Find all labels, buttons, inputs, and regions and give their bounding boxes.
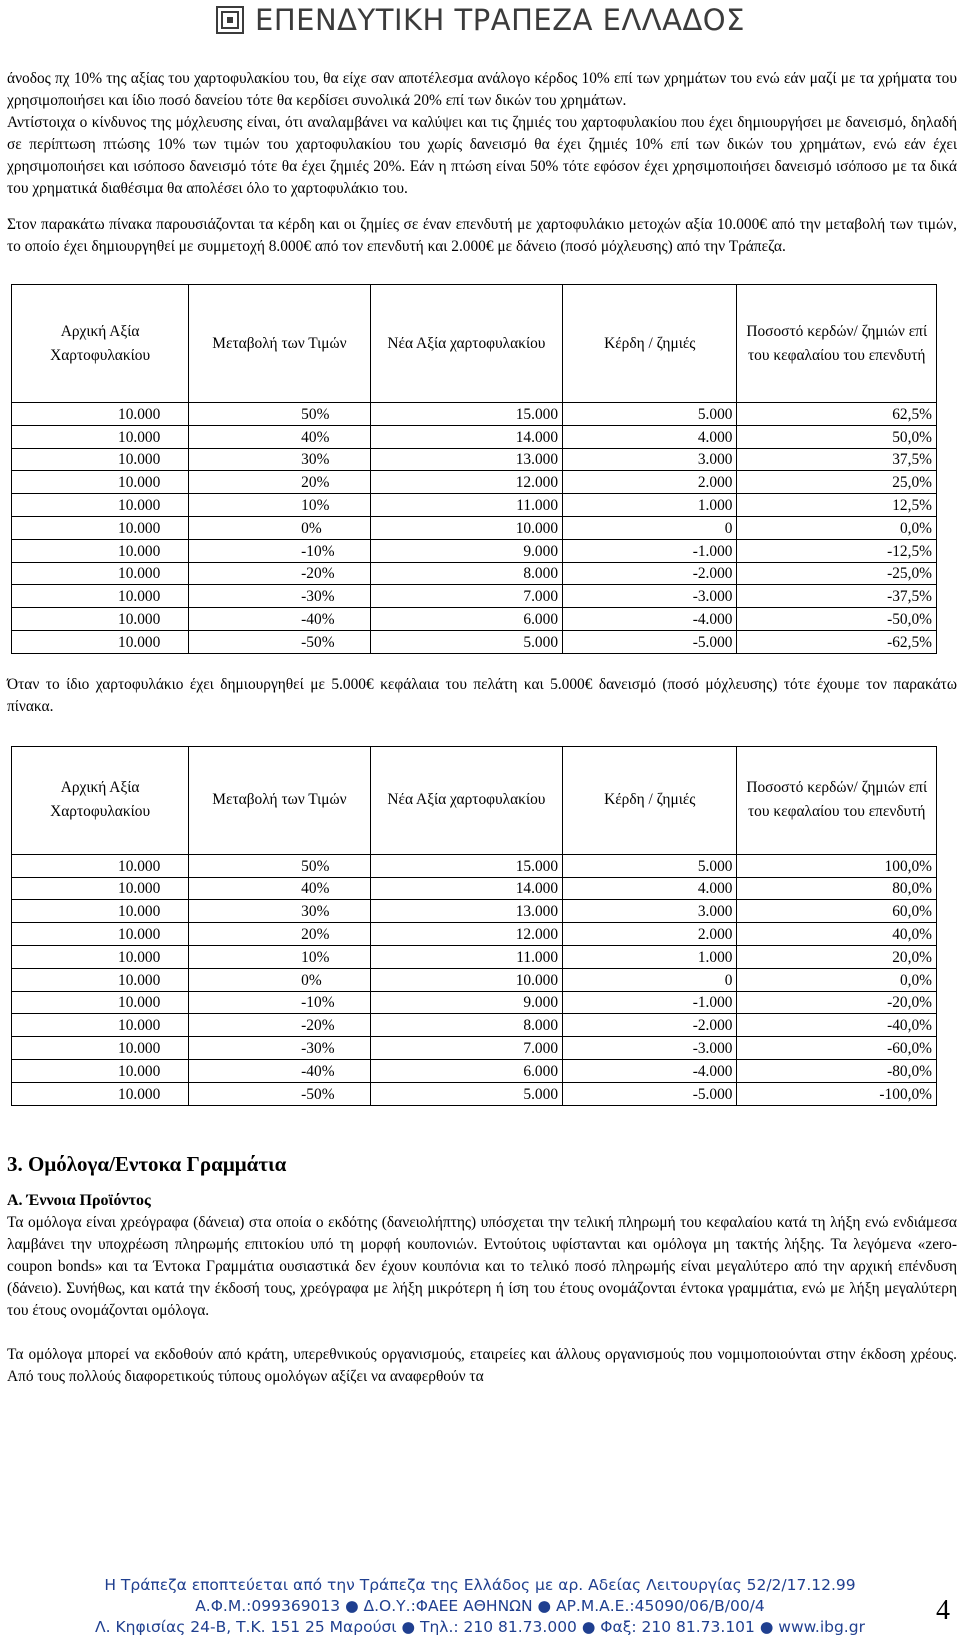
cell-profit-loss: -4.000 (563, 608, 737, 631)
cell-price-change: 30% (189, 448, 371, 471)
cell-return-percent: -25,0% (737, 562, 937, 585)
cell-profit-loss: 3.000 (563, 900, 737, 923)
cell-initial-value: 10.000 (12, 425, 189, 448)
cell-profit-loss: 4.000 (563, 425, 737, 448)
cell-initial-value: 10.000 (12, 608, 189, 631)
cell-new-value: 5.000 (370, 630, 562, 653)
cell-price-change: 50% (189, 854, 371, 877)
page-footer (0, 1575, 960, 1638)
cell-initial-value: 10.000 (12, 945, 189, 968)
cell-new-value: 7.000 (370, 585, 562, 608)
bank-logo-icon (215, 5, 245, 35)
cell-initial-value: 10.000 (12, 1082, 189, 1105)
cell-return-percent: 60,0% (737, 900, 937, 923)
cell-new-value: 8.000 (370, 562, 562, 585)
cell-new-value: 11.000 (370, 945, 562, 968)
cell-profit-loss: -5.000 (563, 1082, 737, 1105)
cell-initial-value: 10.000 (12, 539, 189, 562)
cell-return-percent: 20,0% (737, 945, 937, 968)
section-heading: 3. Ομόλογα/Εντοκα Γραμμάτια (7, 1151, 287, 1176)
cell-initial-value: 10.000 (12, 585, 189, 608)
cell-price-change: -50% (189, 1082, 371, 1105)
cell-initial-value: 10.000 (12, 991, 189, 1014)
page-number: 4 (936, 1595, 950, 1626)
cell-initial-value: 10.000 (12, 1014, 189, 1037)
cell-return-percent: -37,5% (737, 585, 937, 608)
cell-initial-value: 10.000 (12, 1037, 189, 1060)
cell-price-change: -30% (189, 1037, 371, 1060)
cell-price-change: 10% (189, 494, 371, 517)
cell-profit-loss: -2.000 (563, 1014, 737, 1037)
cell-return-percent: 12,5% (737, 494, 937, 517)
cell-price-change: 40% (189, 425, 371, 448)
cell-new-value: 8.000 (370, 1014, 562, 1037)
cell-new-value: 7.000 (370, 1037, 562, 1060)
cell-new-value: 11.000 (370, 494, 562, 517)
footer-line: Η Τράπεζα εποπτεύεται από την Τράπεζα της Ελλάδος με αρ. Αδείας Λειτουργίας 52/2/17.12.99 (104, 1576, 856, 1594)
cell-price-change: 50% (189, 403, 371, 426)
cell-initial-value: 10.000 (12, 448, 189, 471)
cell-return-percent: -60,0% (737, 1037, 937, 1060)
table-row (12, 539, 937, 562)
cell-price-change: -40% (189, 1059, 371, 1082)
cell-profit-loss: -5.000 (563, 630, 737, 653)
cell-return-percent: 100,0% (737, 854, 937, 877)
cell-price-change: -20% (189, 562, 371, 585)
cell-new-value: 15.000 (370, 854, 562, 877)
table-row (12, 585, 937, 608)
cell-new-value: 6.000 (370, 608, 562, 631)
cell-profit-loss: 3.000 (563, 448, 737, 471)
paragraph: Τα ομόλογα είναι χρεόγραφα (δάνεια) στα οποία ο εκδότης (δανειολήπτης) υπόσχεται την τελική πληρωμή του κεφαλαίου κατά τη λήξη ενώ ενδιάμεσα λαμβάνει την υποχρέωση πληρωμής επιτοκίου υπό τη μορφή κουπονιών. Εντούτοις υφίστανται και ομόλογα μη τακτής λήξης. Τα λεγόμενα «zero-coupon bonds» και τα Έντοκα Γραμμάτια ουσιαστικά δεν έχουν κουπόνια και το τελικό ποσό πληρωμής είναι μεγαλύτερο από την αρχική επένδυση (δάνειο). Συνήθως, και κατά την έκδοσή τους, χρεόγραφα με λήξη μικρότερη ή ίση του έτους ονομάζονται έντοκα γραμμάτια, ενώ με λήξη μεγαλύτερη του έτους ονομάζονται ομόλογα. (7, 1213, 957, 1319)
table-header-row (12, 285, 937, 403)
cell-profit-loss: 5.000 (563, 854, 737, 877)
document-body (7, 68, 957, 1388)
cell-return-percent: -62,5% (737, 630, 937, 653)
table-row (12, 1014, 937, 1037)
cell-profit-loss: 1.000 (563, 494, 737, 517)
cell-new-value: 14.000 (370, 425, 562, 448)
cell-new-value: 10.000 (370, 968, 562, 991)
cell-initial-value: 10.000 (12, 968, 189, 991)
cell-price-change: 30% (189, 900, 371, 923)
cell-price-change: 0% (189, 968, 371, 991)
header-price-change: Μεταβολή των Τιμών (189, 285, 371, 403)
header-new-value: Νέα Αξία χαρτοφυλακίου (370, 285, 562, 403)
cell-new-value: 12.000 (370, 923, 562, 946)
cell-initial-value: 10.000 (12, 900, 189, 923)
cell-initial-value: 10.000 (12, 562, 189, 585)
cell-new-value: 9.000 (370, 991, 562, 1014)
cell-profit-loss: 0 (563, 516, 737, 539)
cell-return-percent: 50,0% (737, 425, 937, 448)
cell-new-value: 12.000 (370, 471, 562, 494)
paragraph: Τα ομόλογα μπορεί να εκδοθούν από κράτη, υπερεθνικούς οργανισμούς, εταιρείες και άλλους οργανισμούς που νομιμοποιούνται στην έκδοση χρέους. Από τους πολλούς διαφορετικούς τύπους ομολόγων αξίζει να αναφερθούν τα (7, 1345, 957, 1385)
table-row (12, 854, 937, 877)
cell-price-change: 40% (189, 877, 371, 900)
header-initial-value: Αρχική Αξία Χαρτοφυλακίου (12, 285, 189, 403)
cell-return-percent: 62,5% (737, 403, 937, 426)
header-return-percent: Ποσοστό κερδών/ ζημιών επί του κεφαλαίου του επενδυτή (737, 746, 937, 854)
bank-name: ΕΠΕΝΔΥΤΙΚΗ ΤΡΑΠΕΖΑ ΕΛΛΑΔΟΣ (255, 3, 745, 37)
cell-return-percent: -40,0% (737, 1014, 937, 1037)
table-row (12, 877, 937, 900)
cell-return-percent: -12,5% (737, 539, 937, 562)
cell-return-percent: 0,0% (737, 968, 937, 991)
cell-new-value: 10.000 (370, 516, 562, 539)
cell-return-percent: 80,0% (737, 877, 937, 900)
cell-initial-value: 10.000 (12, 403, 189, 426)
cell-profit-loss: 5.000 (563, 403, 737, 426)
table-header-row (12, 746, 937, 854)
cell-profit-loss: -4.000 (563, 1059, 737, 1082)
table-row (12, 923, 937, 946)
cell-initial-value: 10.000 (12, 877, 189, 900)
cell-initial-value: 10.000 (12, 1059, 189, 1082)
cell-price-change: -20% (189, 1014, 371, 1037)
cell-profit-loss: -2.000 (563, 562, 737, 585)
table-row (12, 630, 937, 653)
footer-line: Α.Φ.Μ.:099369013 ● Δ.Ο.Υ.:ΦΑΕΕ ΑΘΗΝΩΝ ● ΑΡ.Μ.Α.Ε.:45090/06/Β/00/4 (195, 1597, 765, 1615)
cell-profit-loss: 0 (563, 968, 737, 991)
cell-initial-value: 10.000 (12, 854, 189, 877)
header-new-value: Νέα Αξία χαρτοφυλακίου (370, 746, 562, 854)
table-row (12, 471, 937, 494)
cell-profit-loss: -3.000 (563, 1037, 737, 1060)
header-profit-loss: Κέρδη / ζημιές (563, 746, 737, 854)
header-initial-value: Αρχική Αξία Χαρτοφυλακίου (12, 746, 189, 854)
table-row (12, 900, 937, 923)
table-row (12, 1037, 937, 1060)
cell-profit-loss: -1.000 (563, 991, 737, 1014)
cell-profit-loss: 2.000 (563, 923, 737, 946)
cell-new-value: 9.000 (370, 539, 562, 562)
cell-profit-loss: 4.000 (563, 877, 737, 900)
table-row (12, 968, 937, 991)
cell-return-percent: -50,0% (737, 608, 937, 631)
cell-new-value: 5.000 (370, 1082, 562, 1105)
table-row (12, 425, 937, 448)
cell-price-change: -10% (189, 539, 371, 562)
cell-price-change: 20% (189, 923, 371, 946)
header-price-change: Μεταβολή των Τιμών (189, 746, 371, 854)
cell-initial-value: 10.000 (12, 923, 189, 946)
cell-return-percent: -100,0% (737, 1082, 937, 1105)
cell-profit-loss: 1.000 (563, 945, 737, 968)
cell-profit-loss: -3.000 (563, 585, 737, 608)
table-row (12, 403, 937, 426)
leverage-table-1 (11, 284, 937, 654)
table-row (12, 516, 937, 539)
cell-profit-loss: 2.000 (563, 471, 737, 494)
cell-return-percent: -80,0% (737, 1059, 937, 1082)
cell-price-change: -40% (189, 608, 371, 631)
footer-line: Λ. Κηφισίας 24-Β, Τ.Κ. 151 25 Μαρούσι ● Τηλ.: 210 81.73.000 ● Φαξ: 210 81.73.101 ● www.ibg.gr (95, 1618, 865, 1636)
cell-initial-value: 10.000 (12, 516, 189, 539)
cell-return-percent: -20,0% (737, 991, 937, 1014)
page-header (0, 0, 960, 40)
table-row (12, 991, 937, 1014)
cell-initial-value: 10.000 (12, 630, 189, 653)
subsection-heading: Α. Έννοια Προϊόντος (7, 1191, 151, 1209)
cell-new-value: 6.000 (370, 1059, 562, 1082)
cell-new-value: 13.000 (370, 448, 562, 471)
paragraph: άνοδος πχ 10% της αξίας του χαρτοφυλακίου του, θα είχε σαν αποτέλεσμα ανάλογο κέρδος 10% επί των χρημάτων του ενώ εάν μαζί με τα χρήματα του χρησιμοποιήσει και ίδιο ποσό δανείου τότε θα κερδίσει συνολικά 20% επί των δικών του χρημάτων. (7, 70, 957, 109)
header-profit-loss: Κέρδη / ζημιές (563, 285, 737, 403)
cell-profit-loss: -1.000 (563, 539, 737, 562)
cell-return-percent: 0,0% (737, 516, 937, 539)
table-row (12, 1059, 937, 1082)
table-row (12, 448, 937, 471)
cell-price-change: -30% (189, 585, 371, 608)
table-row (12, 945, 937, 968)
table-row (12, 494, 937, 517)
cell-price-change: -50% (189, 630, 371, 653)
cell-price-change: 20% (189, 471, 371, 494)
paragraph: Όταν το ίδιο χαρτοφυλάκιο έχει δημιουργηθεί με 5.000€ κεφάλαια του πελάτη και 5.000€ δανεισμό (ποσό μόχλευσης) τότε έχουμε τον παρακάτω πίνακα. (7, 675, 957, 715)
cell-return-percent: 37,5% (737, 448, 937, 471)
cell-new-value: 13.000 (370, 900, 562, 923)
cell-new-value: 14.000 (370, 877, 562, 900)
cell-new-value: 15.000 (370, 403, 562, 426)
cell-price-change: 0% (189, 516, 371, 539)
table-row (12, 608, 937, 631)
header-return-percent: Ποσοστό κερδών/ ζημιών επί του κεφαλαίου του επενδυτή (737, 285, 937, 403)
paragraph: Στον παρακάτω πίνακα παρουσιάζονται τα κέρδη και οι ζημίες σε έναν επενδυτή με χαρτοφυλάκιο μετοχών αξία 10.000€ από την μεταβολή των τιμών, το οποίο έχει δημιουργηθεί με συμμετοχή 8.000€ από τον επενδυτή και 2.000€ με δάνειο (ποσό μόχλευσης) από την Τράπεζα. (7, 216, 957, 255)
cell-price-change: -10% (189, 991, 371, 1014)
cell-initial-value: 10.000 (12, 471, 189, 494)
cell-price-change: 10% (189, 945, 371, 968)
cell-return-percent: 25,0% (737, 471, 937, 494)
cell-return-percent: 40,0% (737, 923, 937, 946)
cell-initial-value: 10.000 (12, 494, 189, 517)
paragraph: Αντίστοιχα ο κίνδυνος της μόχλευσης είναι, ότι αναλαμβάνει να καλύψει και τις ζημιές του χαρτοφυλακίου που έχει δημιουργήσει με δανεισμό, δηλαδή σε περίπτωση πτώσης 10% των τιμών του χαρτοφυλακίου του χωρίς δανεισμό θα έχει ζημιές 10% επί των δικών του χρημάτων, ενώ εάν έχει χρησιμοποιήσει και ισόποσο δανεισμό τότε θα έχει ζημιές 20%. Εάν η πτώση είναι 50% τότε εφόσον έχει χρησιμοποιήσει δανεισμό ισόποσο με τα δικά του χρηματικά διαθέσιμα θα απολέσει όλο το χαρτοφυλάκιο του. (7, 114, 957, 197)
table-row (12, 562, 937, 585)
leverage-table-2 (11, 746, 937, 1106)
table-row (12, 1082, 937, 1105)
